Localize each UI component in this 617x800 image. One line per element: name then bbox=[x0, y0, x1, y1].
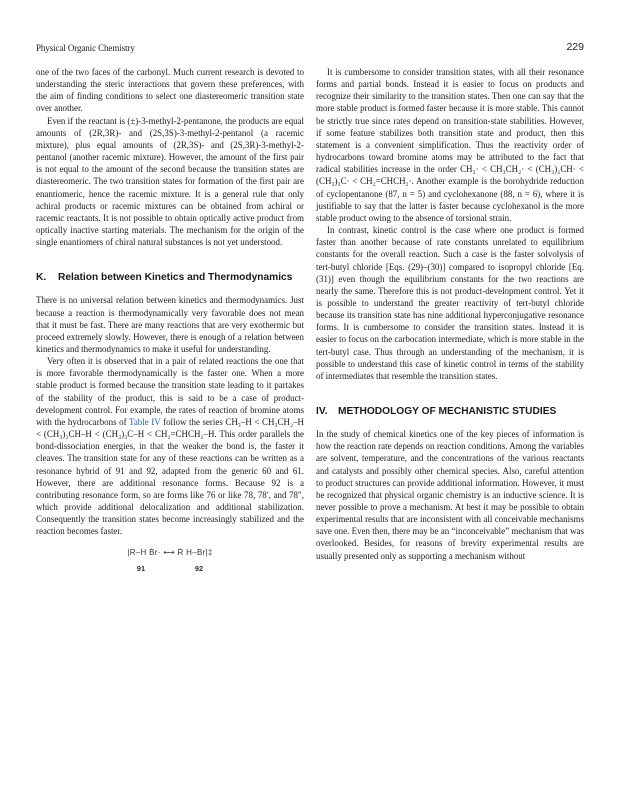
right-paragraph-2: In contrast, kinetic control is the case where one product is formed faster than another because of rate constants unrelated to equilibrium constants for the overall reaction. Such a case is the faster solvolysis of tert-butyl chloride [Eqs. (29)–(30)] compared to isopropyl chloride [Eq. (31)] even though the equilibrium constants for the two reactions are nearly the same. Therefore this is not product-development control. Yet it is possible to understand the greater reactivity of tert-butyl chloride because its transition state has nine additional hyperconjugative resonance forms. It is cumbersome to consider the transition states. Instead it is easier to focus on the carbocation intermediate, which is more stable in the tert-butyl case. Thus through an understanding of the mechanism, it is possible to understand this case of kinetic control in terms of the stability of intermediates that resemble the transition states. bbox=[316, 225, 584, 381]
left-paragraph-2: Even if the reactant is (±)-3-methyl-2-pentanone, the products are equal amounts of (2R,3R)- and (2S,3S)-3-methyl-2-pentanol (a racemic mixture), plus equal amounts of (2R,3S)- and (2S,3R)-3-methyl-2-pentanol (another racemic mixture). However, the amount of the first pair is not equal to the amount of the second because the transition states are diastereomeric. The two transition states for formation of the first pair are enantiomeric, hence the racemic mixture. It is a general rule that only achiral products or racemic mixtures can be obtained from achiral or racemic reactants. It is not possible to obtain optically active product from optically inactive starting materials. The mechanism for the origin of the single enantiomers of chiral natural substances is not yet understood. bbox=[36, 115, 304, 248]
scheme-formula-91: |R–H Ḃr· bbox=[127, 548, 161, 558]
table-iv-link[interactable]: Table IV bbox=[128, 416, 161, 427]
left-paragraph-4-start: Very often it is observed that in a pair of related reactions the one that is more favorable thermodynamically is the faster one. When a more stable product is formed because the transition state leading to it partakes of the stability of the product, this is said to be a case of product-development control. For example, the rates of reaction of bromine atoms with the hydrocarbons of bbox=[36, 356, 304, 427]
resonance-arrow-icon: ⟷ bbox=[163, 548, 175, 558]
left-paragraph-3: There is no universal relation between kinetics and thermodynamics. Just because a reaction is thermodynamically very favorable does not mean that it must be fast. There are many reactions that are very exothermic but proceed extremely slowly. However, there is enough of a relation between kinetics and thermodynamics to make it useful for understanding. bbox=[36, 295, 304, 354]
left-paragraph-4-end: follow the series CH₃–H < CH₃CH₂–H < (CH₃)₂CH–H < (CH₃)₃C–H < CH₂=CHCH₂–H. This order parallels the bond-dissociation energies, in that the weaker the bond is, the faster it cleaves. The transition state for any of these reactions can be written as a resonance hybrid of 91 and 92, adapted from the generic 60 and 61. However, there are additional resonance forms. Because 92 is a contributing resonance form, so are forms like 76 or like 78, 78′, and 78″, which provide additional delocalization and additional stabilization. Consequently the transition states become increasingly stabilized and the reaction becomes faster. bbox=[36, 416, 304, 537]
right-paragraph-3: In the study of chemical kinetics one of the key pieces of information is how the reaction rate depends on reaction conditions. Among the variables are solvent, temperature, and the concentrations of the various reactants and catalysts and possibly other chemical species. Also, careful attention to product structures can provide additional information. However, it must be recognized that physical organic chemistry is an inductive science. It is never possible to prove a mechanism. At best it may be possible to obtain experimental results that are inconsistent with all conceivable mechanisms save one. Even then, there may be an “inconceivable” mechanism that was overlooked. Besides, for reasons of brevity experimental results are usually presented only as supporting a mechanism without bbox=[316, 429, 584, 561]
right-paragraph-1: It is cumbersome to consider transition states, with all their resonance forms and partial bonds. Instead it is easier to focus on products and recognize their similarity to the transition states. Then one can say that the more stable product is formed faster because it is more stable. This cannot be strictly true since rates depend on transition-state stabilities. However, if some feature stabilizes both transition state and product, then this statement is a convenient simplification. Thus the reactivity order of hydrocarbons toward bromine atoms may be attributed to the fact that radical stabilities increase in the order CH₃· < CH₃CH₂· < (CH₃)₂CH· < (CH₃)₃C· < CH₂=CHCH₂·. Another example is the borohydride reduction of cyclopentanone (87, n = 5) and cyclohexanone (88, n = 6), where it is justifiable to say that the latter is faster because cyclohexanol is the more stable product owing to the absence of torsional strain. bbox=[316, 67, 584, 223]
section-iv-number: IV. bbox=[316, 406, 328, 418]
page-number: 229 bbox=[566, 41, 584, 53]
left-paragraph-1: one of the two faces of the carbonyl. Much current research is devoted to understanding the steric interactions that govern these preferences, with the aim of finding conditions to select one diastereomeric transition state over another. bbox=[36, 67, 304, 114]
section-k-number: K. bbox=[36, 272, 47, 284]
running-title: Physical Organic Chemistry bbox=[36, 43, 135, 53]
scheme-label-92: 92 bbox=[194, 563, 204, 573]
running-head bbox=[36, 41, 584, 55]
right-column bbox=[316, 66, 584, 562]
scheme-formula-92: Ṙ H–Br|‡ bbox=[177, 548, 213, 558]
left-paragraph-4 bbox=[36, 355, 304, 537]
resonance-scheme bbox=[36, 547, 304, 574]
section-heading-k bbox=[36, 272, 304, 284]
section-k-title: Relation between Kinetics and Thermodynamics bbox=[58, 272, 293, 284]
section-iv-title: METHODOLOGY OF MECHANISTIC STUDIES bbox=[338, 406, 557, 418]
left-column bbox=[36, 66, 304, 575]
scheme-label-91: 91 bbox=[136, 563, 146, 573]
section-heading-iv bbox=[316, 406, 584, 418]
